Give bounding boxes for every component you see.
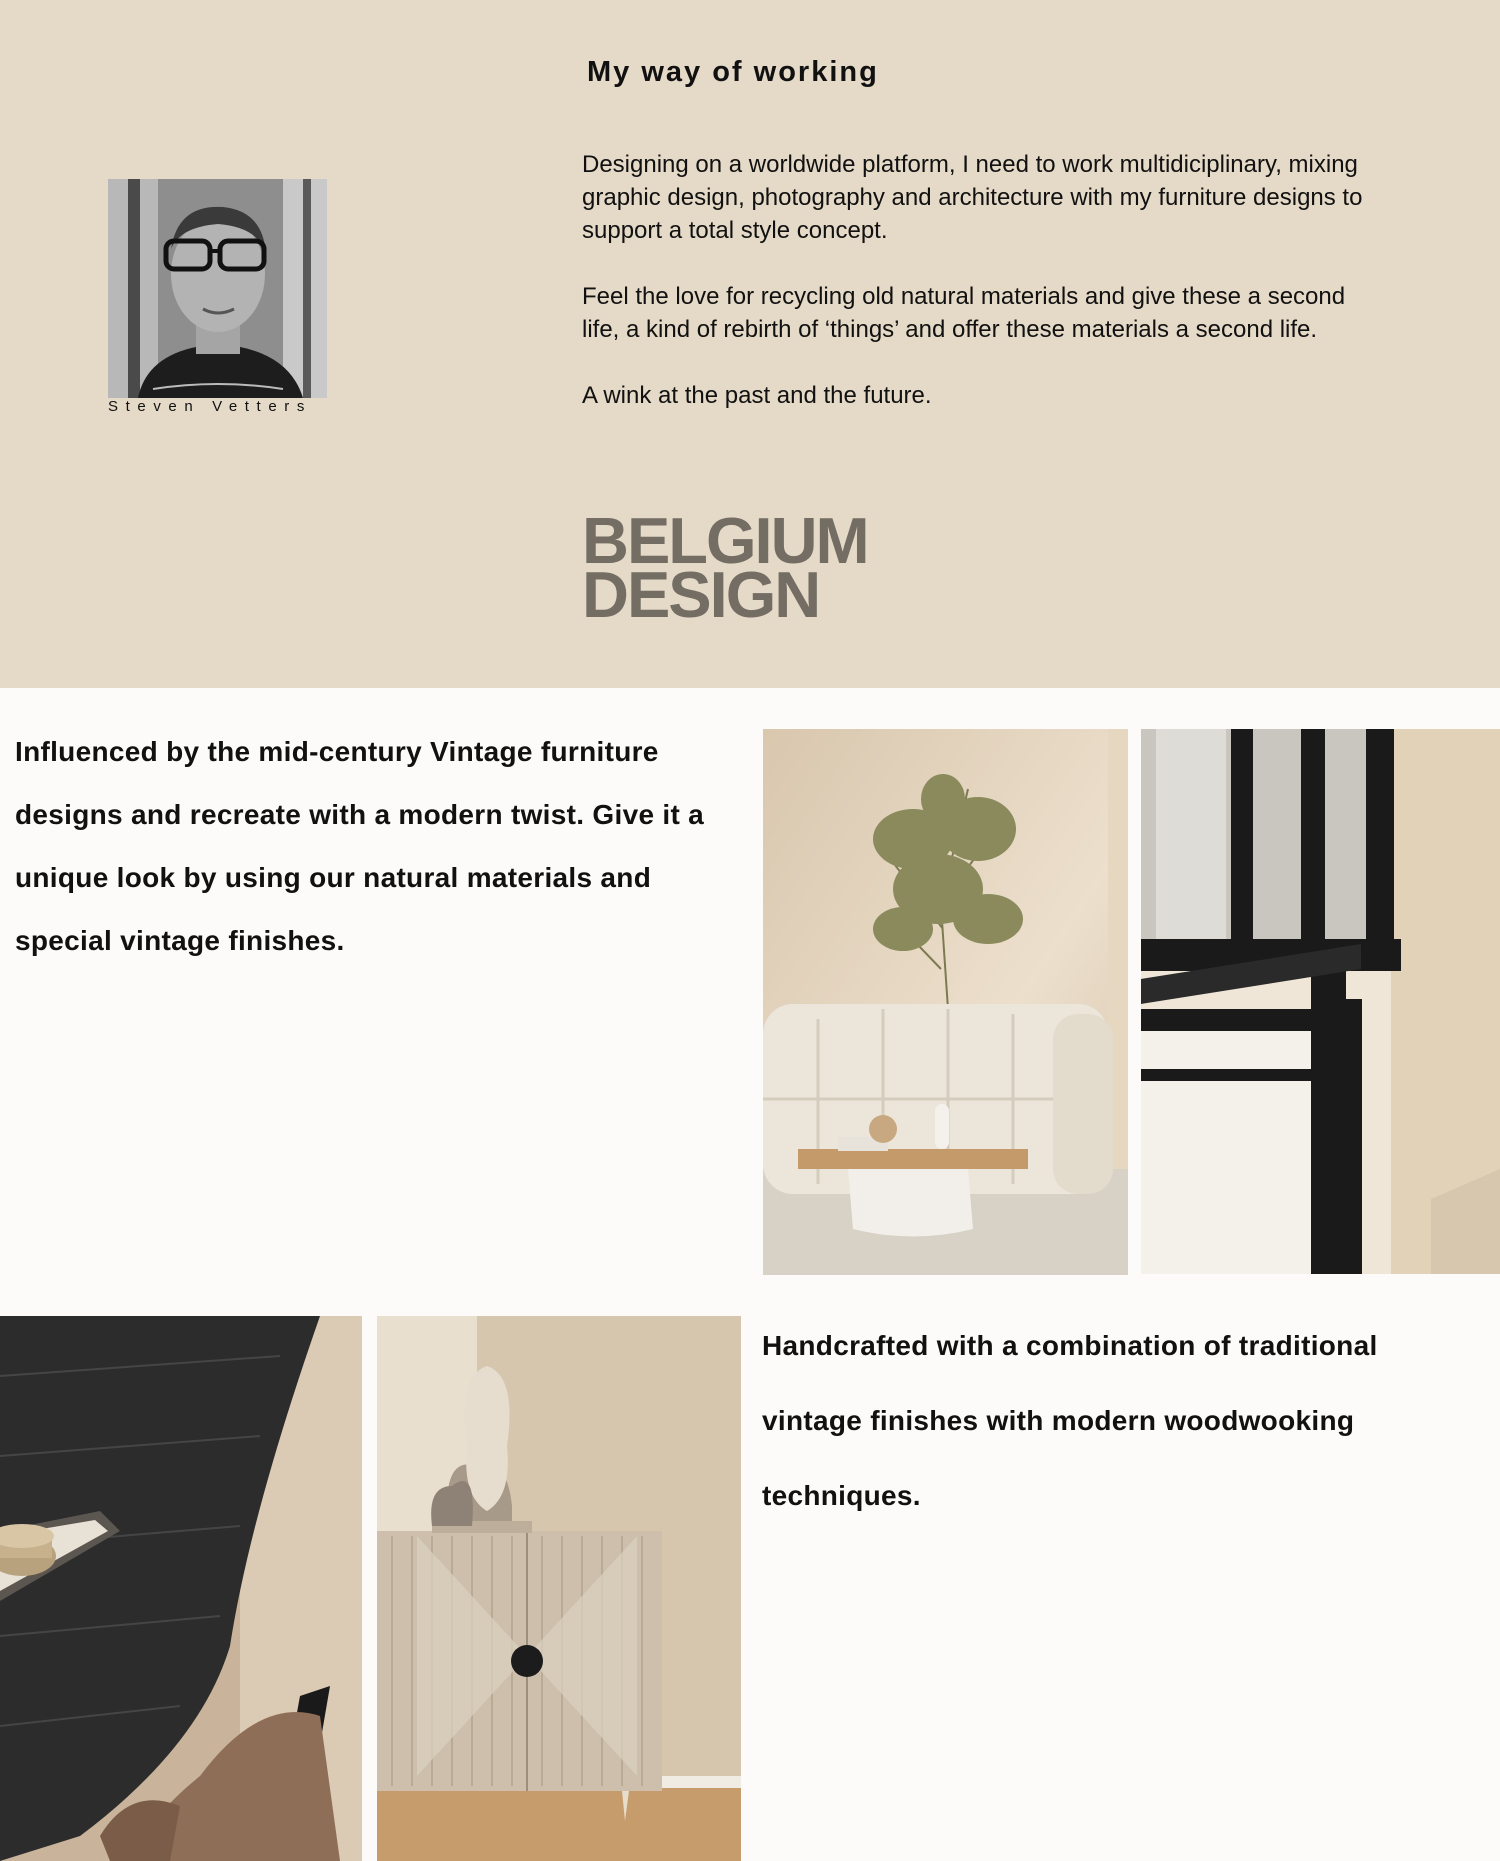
dining-table-photo bbox=[0, 1316, 362, 1861]
intro-paragraph: Designing on a worldwide platform, I need to work multidiciplinary, mixing graphic design, photography and architecture with my furniture designs to support a total style concept. bbox=[582, 151, 1363, 244]
intro-paragraph: A wink at the past and the future. bbox=[582, 382, 932, 409]
cabinet-photo bbox=[377, 1316, 741, 1861]
sofa-photo bbox=[763, 729, 1128, 1275]
belgium-design-logo bbox=[582, 504, 868, 631]
portrait-photo bbox=[108, 179, 327, 398]
logo-line: BELGIUM bbox=[582, 504, 868, 577]
influence-text: Influenced by the mid-century Vintage furniture designs and recreate with a modern twist. Give it a unique look by using our natural materials and special vintage finishes. bbox=[15, 736, 705, 956]
logo-line: DESIGN bbox=[582, 558, 820, 631]
portrait-caption: Steven Vetters bbox=[108, 398, 312, 415]
intro-text bbox=[582, 148, 1382, 445]
window-frame-photo bbox=[1141, 729, 1500, 1274]
intro-paragraph: Feel the love for recycling old natural materials and give these a second life, a kind of rebirth of ‘things’ and offer these materials a second life. bbox=[582, 283, 1346, 343]
handcrafted-text: Handcrafted with a combination of traditional vintage finishes with modern woodwooking techniques. bbox=[762, 1330, 1378, 1511]
section-heading: My way of working bbox=[587, 56, 879, 88]
about-section bbox=[0, 0, 1500, 688]
